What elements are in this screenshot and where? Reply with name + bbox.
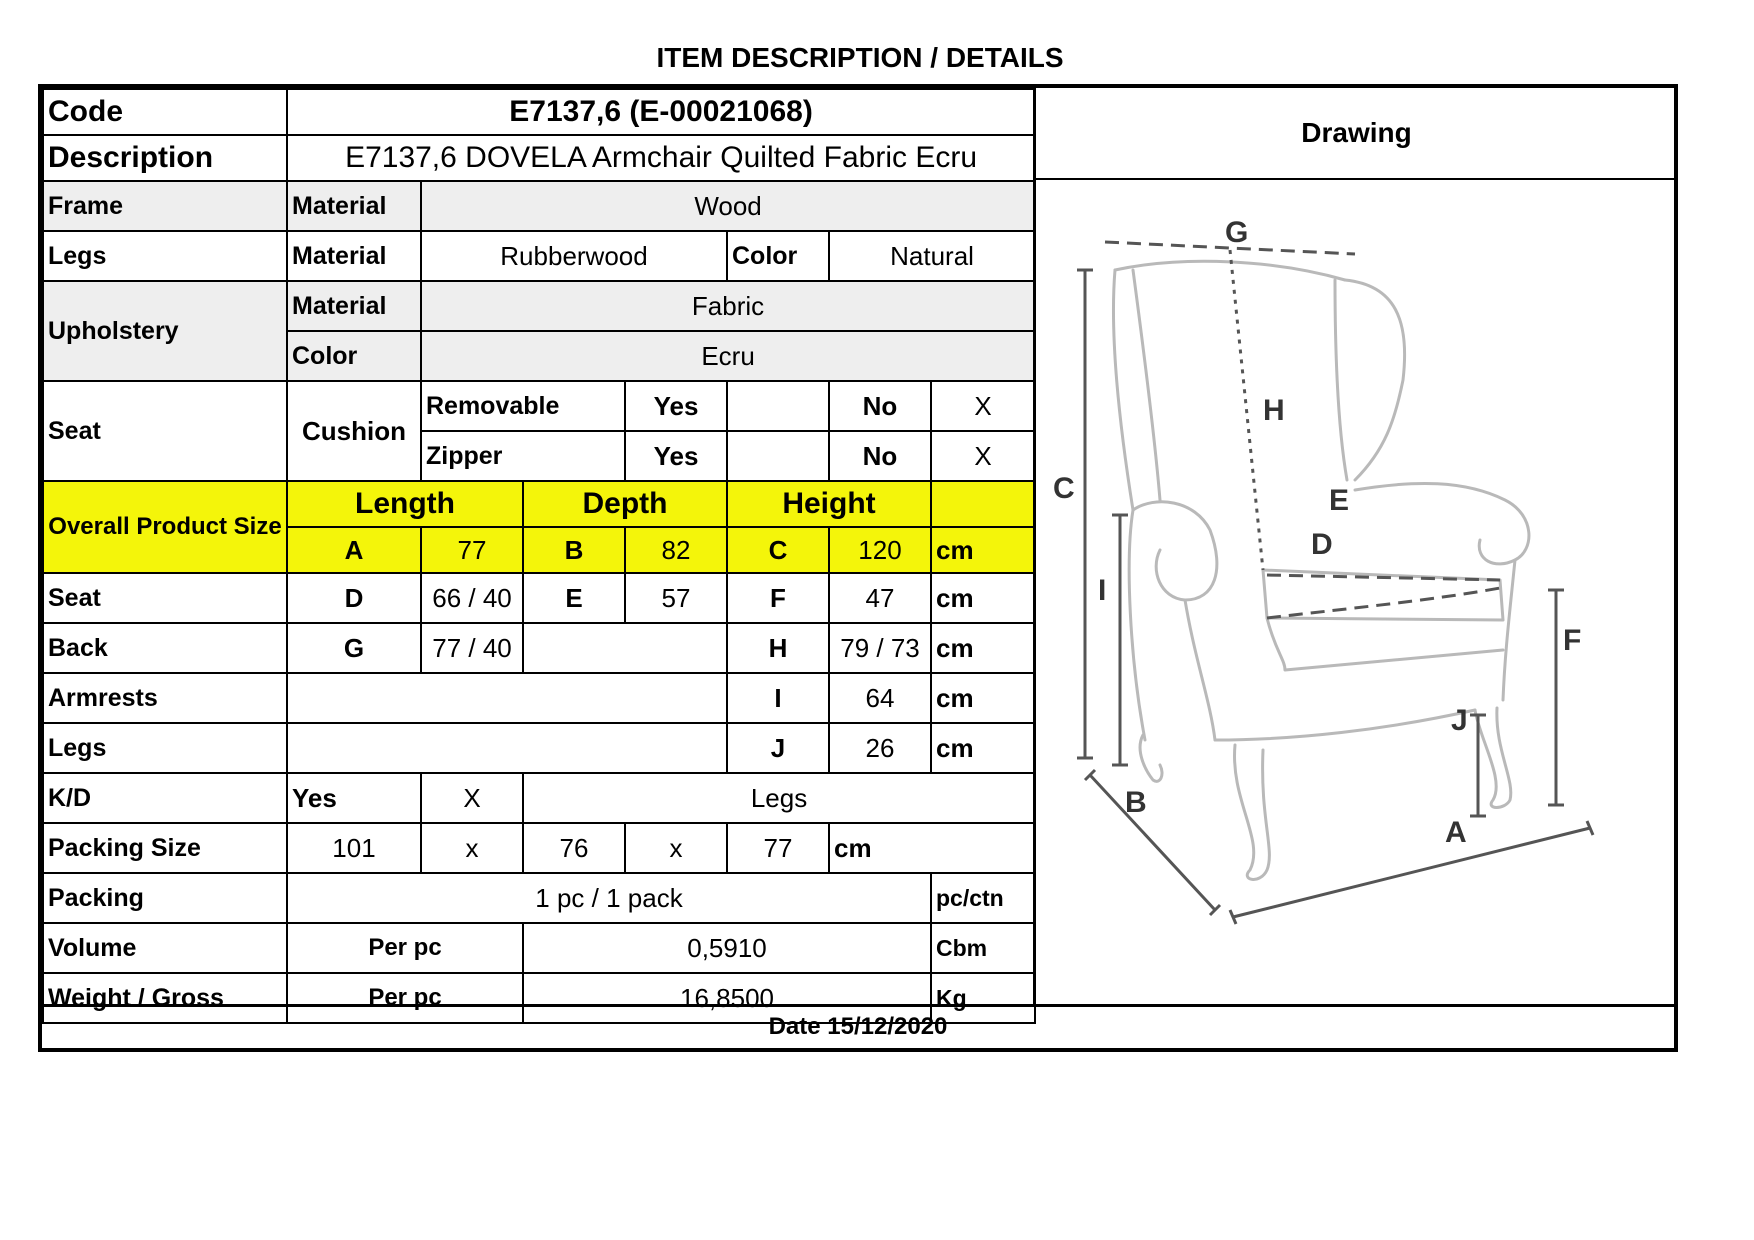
chair-right-arm-front (1503, 560, 1515, 700)
description-label: Description (43, 135, 287, 181)
volume-unit: Cbm (931, 923, 1035, 973)
label-g: G (1225, 216, 1249, 249)
packing-height: 77 (727, 823, 829, 873)
dim-g-value: 77 / 40 (421, 623, 523, 673)
depth-header: Depth (523, 481, 727, 527)
frame-material-label: Material (287, 181, 421, 231)
chair-front-rail (1215, 710, 1475, 740)
frame-row (43, 181, 1035, 231)
label-a: A (1445, 816, 1467, 849)
dim-e-value: 57 (625, 573, 727, 623)
overall-unit: cm (931, 527, 1035, 573)
chair-back-top (1115, 261, 1345, 280)
removable-label: Removable (421, 381, 625, 431)
back-unit: cm (931, 623, 1035, 673)
label-d: D (1311, 528, 1333, 561)
packing-value: 1 pc / 1 pack (287, 873, 931, 923)
dim-line-d (1267, 588, 1500, 618)
legs-label: Legs (43, 231, 287, 281)
chair-leg-front-left (1235, 745, 1270, 879)
dim-a-letter: A (287, 527, 421, 573)
upholstery-material-value: Fabric (421, 281, 1035, 331)
drawing-header: Drawing (1033, 88, 1678, 180)
chair-left-arm-front (1185, 600, 1215, 740)
description-row (43, 135, 1035, 181)
chair-seat-front (1267, 618, 1503, 670)
seat-cushion-label: Seat (43, 381, 287, 481)
removable-yes-label: Yes (625, 381, 727, 431)
frame-label: Frame (43, 181, 287, 231)
kd-part: Legs (523, 773, 1035, 823)
dim-g-letter: G (287, 623, 421, 673)
legs-row (43, 231, 1035, 281)
back-blank (523, 623, 727, 673)
height-header: Height (727, 481, 931, 527)
dim-line-b (1085, 770, 1220, 915)
dim-line-h (1230, 250, 1263, 570)
dim-line-c (1077, 270, 1093, 758)
legs-material-label: Material (287, 231, 421, 281)
dim-d-letter: D (287, 573, 421, 623)
armrests-unit: cm (931, 673, 1035, 723)
zipper-label: Zipper (421, 431, 625, 481)
packing-label: Packing (43, 873, 287, 923)
chair-leg-front-right (1475, 708, 1511, 808)
cushion-label: Cushion (287, 381, 421, 481)
packing-x2: x (625, 823, 727, 873)
back-label: Back (43, 623, 287, 673)
legs-material-value: Rubberwood (421, 231, 727, 281)
upholstery-color-label: Color (287, 331, 421, 381)
seat-unit: cm (931, 573, 1035, 623)
dim-f-letter: F (727, 573, 829, 623)
label-b: B (1125, 786, 1147, 819)
armrests-blank (287, 673, 727, 723)
dim-i-value: 64 (829, 673, 931, 723)
armrests-label: Armrests (43, 673, 287, 723)
dim-h-letter: H (727, 623, 829, 673)
dim-e-letter: E (523, 573, 625, 623)
overall-header-blank (931, 481, 1035, 527)
label-f: F (1563, 624, 1582, 657)
chair-right-arm (1355, 483, 1529, 563)
dim-c-value: 120 (829, 527, 931, 573)
kd-row (43, 773, 1035, 823)
kd-label: K/D (43, 773, 287, 823)
weight-per: Per pc (287, 973, 523, 1023)
legs-color-value: Natural (829, 231, 1035, 281)
dim-c-letter: C (727, 527, 829, 573)
upholstery-material-row (43, 281, 1035, 331)
label-h: H (1263, 394, 1285, 427)
legs-dims-row (43, 723, 1035, 773)
dim-d-value: 66 / 40 (421, 573, 523, 623)
label-e: E (1329, 484, 1350, 517)
kd-value: Yes (287, 773, 421, 823)
length-header: Length (287, 481, 523, 527)
dim-j-value: 26 (829, 723, 931, 773)
seat-removable-row (43, 381, 1035, 431)
weight-label: Weight / Gross (43, 973, 287, 1023)
dim-b-value: 82 (625, 527, 727, 573)
armrests-row (43, 673, 1035, 723)
seat-dims-row (43, 573, 1035, 623)
document-title: ITEM DESCRIPTION / DETAILS (656, 42, 1064, 73)
packing-row (43, 873, 1035, 923)
label-i: I (1098, 574, 1107, 607)
upholstery-label: Upholstery (43, 281, 287, 381)
chair-right-wing (1345, 280, 1405, 480)
packing-width: 76 (523, 823, 625, 873)
dim-j-letter: J (727, 723, 829, 773)
packing-length: 101 (287, 823, 421, 873)
chair-leg-back-left (1140, 735, 1162, 781)
removable-no-mark: X (931, 381, 1035, 431)
chair-left-arm (1133, 502, 1217, 600)
dim-a-value: 77 (421, 527, 523, 573)
zipper-yes-label: Yes (625, 431, 727, 481)
code-label: Code (43, 89, 287, 135)
chair-back-inner (1133, 270, 1160, 500)
removable-yes-mark (727, 381, 829, 431)
chair-back-divider (1335, 280, 1347, 480)
spec-table (42, 88, 1036, 1024)
dim-line-i (1112, 515, 1128, 765)
packing-x1: x (421, 823, 523, 873)
description-value: E7137,6 DOVELA Armchair Quilted Fabric Ecru (287, 135, 1035, 181)
armchair-drawing (1035, 180, 1676, 1004)
kd-mark: X (421, 773, 523, 823)
date-footer: Date 15/12/2020 (42, 1004, 1674, 1048)
spec-sheet (38, 84, 1678, 1052)
volume-row (43, 923, 1035, 973)
drawing-panel (1033, 180, 1678, 1004)
code-value: E7137,6 (E-00021068) (287, 89, 1035, 135)
weight-value: 16,8500 (523, 973, 931, 1023)
legs-dim-blank (287, 723, 727, 773)
packing-size-row (43, 823, 1035, 873)
packing-size-unit: cm (829, 823, 1035, 873)
dim-b-letter: B (523, 527, 625, 573)
packing-unit: pc/ctn (931, 873, 1035, 923)
code-row (43, 89, 1035, 135)
upholstery-color-value: Ecru (421, 331, 1035, 381)
volume-value: 0,5910 (523, 923, 931, 973)
legs-dim-unit: cm (931, 723, 1035, 773)
seat-label: Seat (43, 573, 287, 623)
legs-color-label: Color (727, 231, 829, 281)
overall-size-label: Overall Product Size (43, 481, 287, 573)
packing-size-label: Packing Size (43, 823, 287, 873)
dim-line-a (1230, 821, 1593, 924)
upholstery-material-label: Material (287, 281, 421, 331)
legs-dim-label: Legs (43, 723, 287, 773)
dim-h-value: 79 / 73 (829, 623, 931, 673)
volume-per: Per pc (287, 923, 523, 973)
dim-i-letter: I (727, 673, 829, 723)
label-j: J (1451, 704, 1468, 737)
dim-line-f (1548, 590, 1564, 805)
zipper-no-label: No (829, 431, 931, 481)
armchair-sketch (1113, 261, 1529, 879)
frame-material-value: Wood (421, 181, 1035, 231)
weight-unit: Kg (931, 973, 1035, 1023)
dim-f-value: 47 (829, 573, 931, 623)
dim-line-j (1470, 715, 1486, 816)
zipper-no-mark: X (931, 431, 1035, 481)
volume-label: Volume (43, 923, 287, 973)
overall-header-row (43, 481, 1035, 527)
removable-no-label: No (829, 381, 931, 431)
label-c: C (1053, 472, 1075, 505)
zipper-yes-mark (727, 431, 829, 481)
back-dims-row (43, 623, 1035, 673)
